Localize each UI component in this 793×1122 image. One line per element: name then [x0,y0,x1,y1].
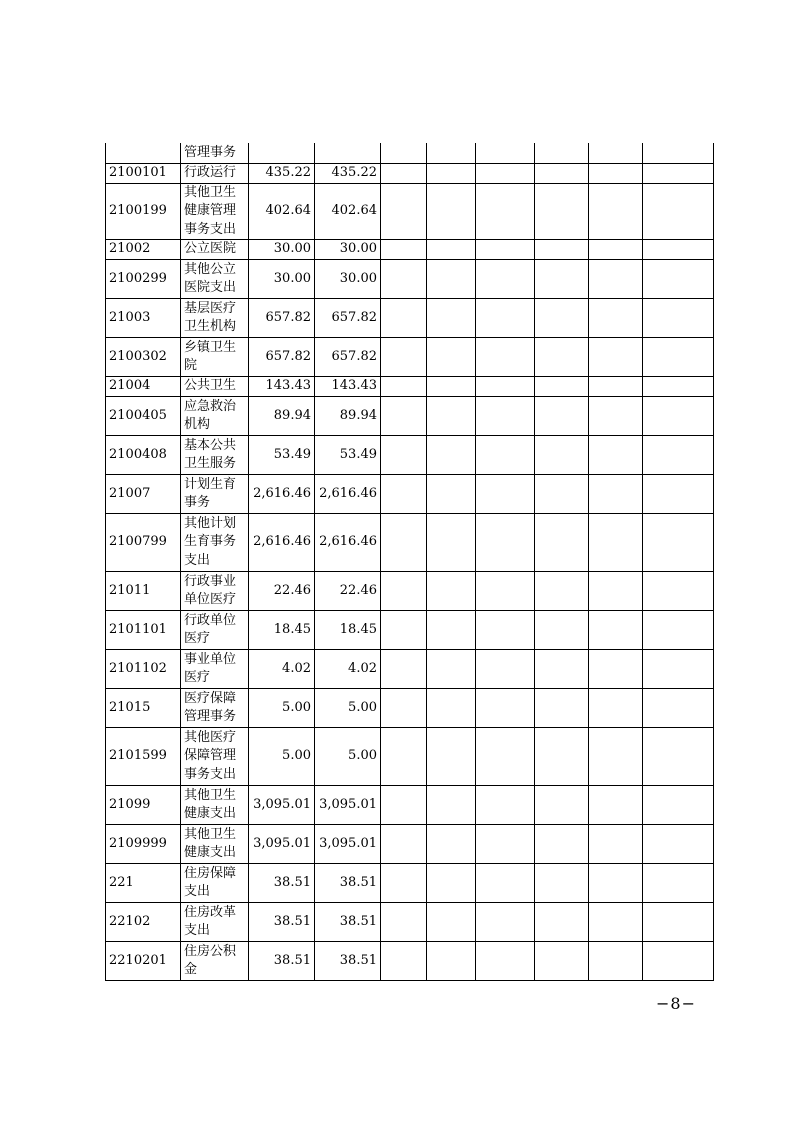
empty-cell [427,377,476,397]
empty-cell [535,183,589,240]
empty-cell [476,689,535,728]
amount-basic-cell: 30.00 [315,260,381,299]
name-cell: 行政事业 单位医疗 [181,572,249,611]
name-cell: 其他医疗 保障管理 事务支出 [181,728,249,786]
amount-basic-cell: 2,616.46 [315,514,381,572]
empty-cell [476,163,535,183]
code-cell: 22102 [106,903,181,942]
code-cell: 2100405 [106,397,181,436]
empty-cell [476,143,535,163]
empty-cell [427,397,476,436]
name-cell: 公共卫生 [181,377,249,397]
amount-basic-cell: 22.46 [315,572,381,611]
amount-total-cell: 38.51 [249,864,315,903]
empty-cell [589,514,643,572]
empty-cell [476,864,535,903]
code-cell: 21002 [106,240,181,260]
amount-total-cell [249,143,315,163]
name-cell: 其他公立 医院支出 [181,260,249,299]
amount-total-cell: 657.82 [249,299,315,338]
table-row [106,183,714,240]
empty-cell [381,143,427,163]
amount-total-cell: 143.43 [249,377,315,397]
empty-cell [535,689,589,728]
empty-cell [427,436,476,475]
empty-cell [381,572,427,611]
empty-cell [589,728,643,786]
amount-total-cell: 4.02 [249,650,315,689]
empty-cell [589,260,643,299]
empty-cell [535,260,589,299]
empty-cell [589,240,643,260]
empty-cell [535,786,589,825]
empty-cell [427,183,476,240]
table-row [106,650,714,689]
empty-cell [643,572,714,611]
empty-cell [427,143,476,163]
empty-cell [381,611,427,650]
empty-cell [381,338,427,377]
empty-cell [381,397,427,436]
name-cell: 乡镇卫生 院 [181,338,249,377]
empty-cell [535,825,589,864]
amount-total-cell: 30.00 [249,260,315,299]
empty-cell [535,572,589,611]
amount-basic-cell: 657.82 [315,338,381,377]
empty-cell [381,689,427,728]
table-row [106,689,714,728]
code-cell: 2100799 [106,514,181,572]
table-row [106,514,714,572]
amount-total-cell: 38.51 [249,903,315,942]
empty-cell [535,338,589,377]
empty-cell [535,436,589,475]
amount-basic-cell: 38.51 [315,864,381,903]
empty-cell [476,260,535,299]
empty-cell [589,163,643,183]
empty-cell [476,825,535,864]
empty-cell [643,864,714,903]
amount-basic-cell: 53.49 [315,436,381,475]
table-row [106,436,714,475]
empty-cell [643,903,714,942]
empty-cell [535,942,589,981]
amount-basic-cell: 3,095.01 [315,825,381,864]
empty-cell [381,475,427,514]
empty-cell [381,786,427,825]
empty-cell [427,338,476,377]
empty-cell [589,572,643,611]
empty-cell [476,338,535,377]
empty-cell [535,475,589,514]
name-cell: 基本公共 卫生服务 [181,436,249,475]
code-cell: 2101599 [106,728,181,786]
empty-cell [589,903,643,942]
empty-cell [427,514,476,572]
code-cell: 2109999 [106,825,181,864]
empty-cell [643,514,714,572]
code-cell: 2100302 [106,338,181,377]
code-cell: 2100199 [106,183,181,240]
empty-cell [535,377,589,397]
empty-cell [476,728,535,786]
amount-basic-cell: 30.00 [315,240,381,260]
amount-total-cell: 657.82 [249,338,315,377]
empty-cell [535,611,589,650]
empty-cell [381,299,427,338]
empty-cell [643,299,714,338]
amount-basic-cell: 143.43 [315,377,381,397]
empty-cell [381,728,427,786]
table-row [106,163,714,183]
table-row [106,338,714,377]
table-row [106,397,714,436]
code-cell: 21007 [106,475,181,514]
name-cell: 住房改革 支出 [181,903,249,942]
table-row [106,825,714,864]
code-cell [106,143,181,163]
empty-cell [589,436,643,475]
empty-cell [535,397,589,436]
empty-cell [476,942,535,981]
empty-cell [589,299,643,338]
name-cell: 事业单位 医疗 [181,650,249,689]
table-row [106,240,714,260]
empty-cell [427,689,476,728]
name-cell: 公立医院 [181,240,249,260]
table-row [106,377,714,397]
empty-cell [643,728,714,786]
empty-cell [381,163,427,183]
code-cell: 2100101 [106,163,181,183]
amount-basic-cell [315,143,381,163]
table-row [106,260,714,299]
code-cell: 21015 [106,689,181,728]
empty-cell [643,377,714,397]
empty-cell [589,864,643,903]
empty-cell [476,377,535,397]
empty-cell [535,163,589,183]
empty-cell [643,611,714,650]
amount-total-cell: 435.22 [249,163,315,183]
empty-cell [535,240,589,260]
empty-cell [427,475,476,514]
empty-cell [476,475,535,514]
empty-cell [535,864,589,903]
amount-total-cell: 89.94 [249,397,315,436]
amount-basic-cell: 4.02 [315,650,381,689]
empty-cell [427,864,476,903]
amount-basic-cell: 89.94 [315,397,381,436]
amount-basic-cell: 38.51 [315,942,381,981]
name-cell: 其他计划 生育事务 支出 [181,514,249,572]
empty-cell [476,436,535,475]
amount-basic-cell: 38.51 [315,903,381,942]
empty-cell [381,903,427,942]
empty-cell [589,650,643,689]
empty-cell [589,377,643,397]
amount-basic-cell: 402.64 [315,183,381,240]
empty-cell [643,689,714,728]
empty-cell [427,786,476,825]
empty-cell [476,240,535,260]
empty-cell [589,786,643,825]
amount-basic-cell: 435.22 [315,163,381,183]
table-body [106,143,714,981]
empty-cell [643,650,714,689]
empty-cell [427,299,476,338]
empty-cell [535,143,589,163]
empty-cell [427,728,476,786]
empty-cell [643,397,714,436]
name-cell: 医疗保障 管理事务 [181,689,249,728]
empty-cell [643,436,714,475]
empty-cell [381,240,427,260]
name-cell: 行政运行 [181,163,249,183]
empty-cell [427,163,476,183]
amount-basic-cell: 5.00 [315,689,381,728]
amount-basic-cell: 5.00 [315,728,381,786]
table-row [106,299,714,338]
empty-cell [535,728,589,786]
empty-cell [643,163,714,183]
name-cell: 住房公积 金 [181,942,249,981]
amount-total-cell: 5.00 [249,728,315,786]
empty-cell [476,183,535,240]
amount-total-cell: 402.64 [249,183,315,240]
name-cell: 基层医疗 卫生机构 [181,299,249,338]
code-cell: 21011 [106,572,181,611]
table-row [106,475,714,514]
name-cell: 计划生育 事务 [181,475,249,514]
empty-cell [476,611,535,650]
empty-cell [427,240,476,260]
amount-total-cell: 22.46 [249,572,315,611]
empty-cell [589,183,643,240]
empty-cell [476,650,535,689]
empty-cell [535,903,589,942]
name-cell: 行政单位 医疗 [181,611,249,650]
empty-cell [476,514,535,572]
empty-cell [427,260,476,299]
table-row [106,572,714,611]
code-cell: 21004 [106,377,181,397]
empty-cell [643,786,714,825]
code-cell: 2100299 [106,260,181,299]
table-row [106,786,714,825]
table-row [106,942,714,981]
empty-cell [381,942,427,981]
empty-cell [535,514,589,572]
empty-cell [381,377,427,397]
amount-basic-cell: 18.45 [315,611,381,650]
name-cell: 其他卫生 健康支出 [181,786,249,825]
empty-cell [589,397,643,436]
table-row [106,611,714,650]
amount-total-cell: 2,616.46 [249,514,315,572]
name-cell: 其他卫生 健康支出 [181,825,249,864]
code-cell: 21003 [106,299,181,338]
amount-basic-cell: 2,616.46 [315,475,381,514]
code-cell: 2100408 [106,436,181,475]
empty-cell [427,611,476,650]
empty-cell [643,143,714,163]
empty-cell [643,825,714,864]
amount-total-cell: 18.45 [249,611,315,650]
table-row [106,903,714,942]
amount-basic-cell: 657.82 [315,299,381,338]
empty-cell [643,240,714,260]
empty-cell [589,825,643,864]
empty-cell [589,338,643,377]
empty-cell [643,260,714,299]
amount-total-cell: 2,616.46 [249,475,315,514]
code-cell: 2101101 [106,611,181,650]
empty-cell [476,786,535,825]
amount-total-cell: 5.00 [249,689,315,728]
amount-basic-cell: 3,095.01 [315,786,381,825]
empty-cell [427,942,476,981]
name-cell: 应急救治 机构 [181,397,249,436]
empty-cell [427,825,476,864]
code-cell: 221 [106,864,181,903]
empty-cell [476,299,535,338]
amount-total-cell: 38.51 [249,942,315,981]
empty-cell [589,689,643,728]
amount-total-cell: 3,095.01 [249,825,315,864]
amount-total-cell: 3,095.01 [249,786,315,825]
table-row [106,143,714,163]
empty-cell [381,183,427,240]
code-cell: 2101102 [106,650,181,689]
table-row [106,864,714,903]
page-number: −8− [656,994,696,1013]
empty-cell [476,903,535,942]
empty-cell [476,397,535,436]
empty-cell [427,572,476,611]
empty-cell [643,942,714,981]
empty-cell [589,143,643,163]
name-cell: 其他卫生 健康管理 事务支出 [181,183,249,240]
empty-cell [535,650,589,689]
name-cell: 管理事务 [181,143,249,163]
empty-cell [427,650,476,689]
empty-cell [427,903,476,942]
amount-total-cell: 53.49 [249,436,315,475]
empty-cell [643,183,714,240]
empty-cell [381,514,427,572]
empty-cell [381,650,427,689]
empty-cell [381,825,427,864]
empty-cell [535,299,589,338]
empty-cell [589,611,643,650]
empty-cell [381,864,427,903]
empty-cell [643,475,714,514]
name-cell: 住房保障 支出 [181,864,249,903]
code-cell: 21099 [106,786,181,825]
empty-cell [589,942,643,981]
budget-table [105,143,714,981]
empty-cell [476,572,535,611]
amount-total-cell: 30.00 [249,240,315,260]
table-row [106,728,714,786]
empty-cell [381,260,427,299]
empty-cell [589,475,643,514]
code-cell: 2210201 [106,942,181,981]
empty-cell [381,436,427,475]
empty-cell [643,338,714,377]
